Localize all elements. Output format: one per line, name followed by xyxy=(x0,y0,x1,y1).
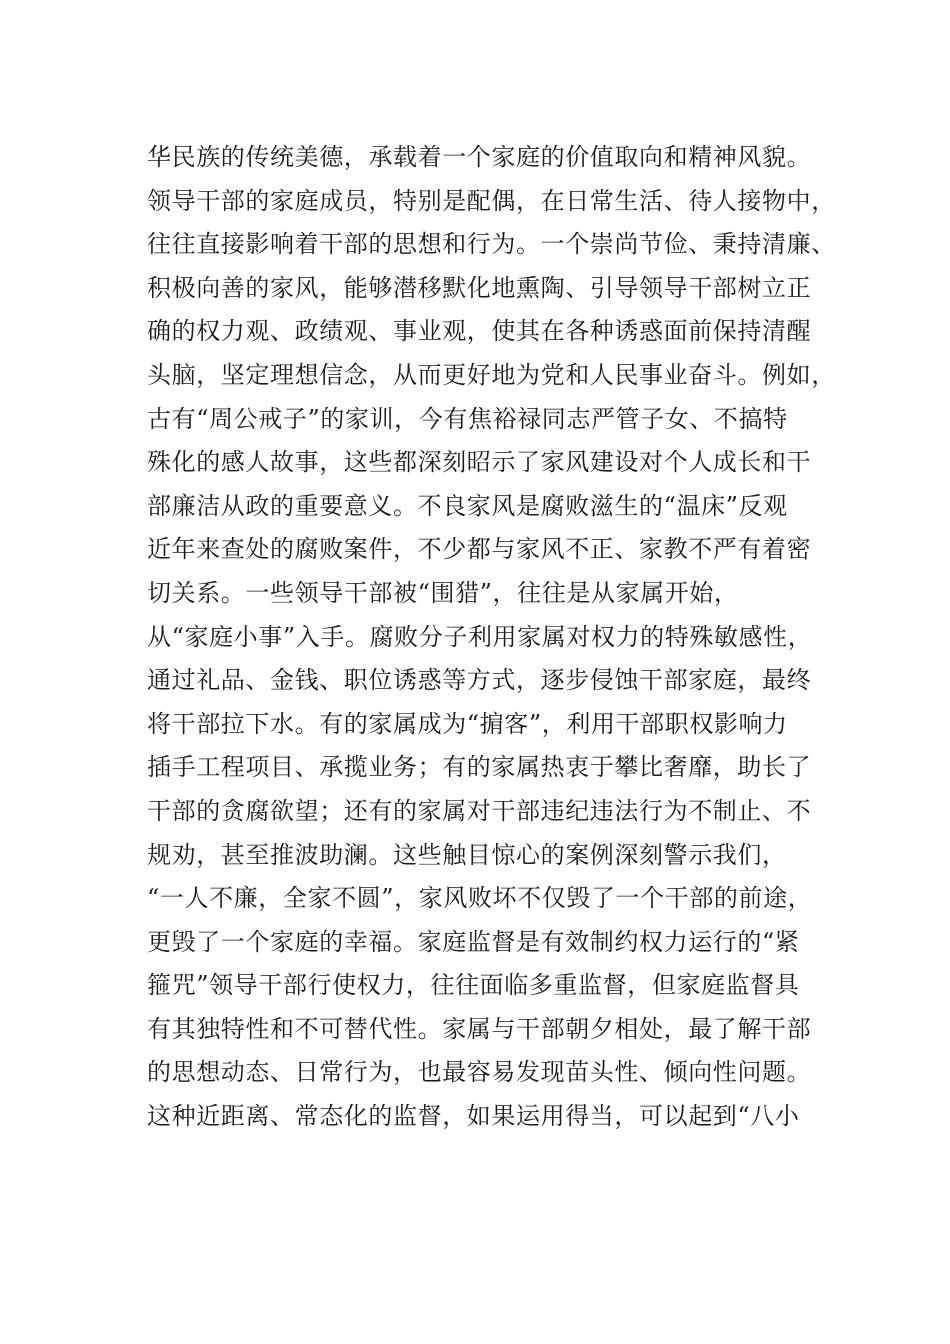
text-line: 箍咒”领导干部行使权力，往往面临多重监督，但家庭监督具 xyxy=(147,971,800,1000)
text-line: 近年来查处的腐败案件，不少都与家风不正、家教不严有着密 xyxy=(147,535,812,564)
text-line: 确的权力观、政绩观、事业观，使其在各种诱惑面前保持清醒 xyxy=(147,317,812,346)
text-line: 部廉洁从政的重要意义。不良家风是腐败滋生的“温床”反观 xyxy=(147,491,788,520)
text-line: 通过礼品、金钱、职位诱惑等方式，逐步侵蚀干部家庭，最终 xyxy=(147,666,812,695)
text-line: 干部的贪腐欲望；还有的家属对干部违纪违法行为不制止、不 xyxy=(147,796,812,825)
text-line: 从“家庭小事”入手。腐败分子利用家属对权力的特殊敏感性， xyxy=(147,622,813,651)
text-line: “一人不廉，全家不圆”，家风败坏不仅毁了一个干部的前途， xyxy=(147,884,813,913)
text-line: 更毁了一个家庭的幸福。家庭监督是有效制约权力运行的“紧 xyxy=(147,927,800,956)
text-line: 积极向善的家风，能够潜移默化地熏陶、引导领导干部树立正 xyxy=(147,273,812,302)
text-line: 这种近距离、常态化的监督，如果运用得当，可以起到“八小 xyxy=(147,1102,800,1131)
text-line: 头脑，坚定理想信念，从而更好地为党和人民事业奋斗。例如， xyxy=(147,360,836,389)
text-line: 华民族的传统美德，承载着一个家庭的价值取向和精神风貌。 xyxy=(147,143,812,171)
body-text xyxy=(147,136,847,1139)
text-line: 殊化的感人故事，这些都深刻昭示了家风建设对个人成长和干 xyxy=(147,448,812,477)
text-line: 的思想动态、日常行为，也最容易发现苗头性、倾向性问题。 xyxy=(147,1058,812,1087)
text-line: 切关系。一些领导干部被“围猎”，往往是从家属开始， xyxy=(147,578,739,607)
text-line: 领导干部的家庭成员，特别是配偶，在日常生活、待人接物中， xyxy=(147,186,836,215)
text-line: 古有“周公戒子”的家训，今有焦裕禄同志严管子女、不搞特 xyxy=(147,404,788,433)
text-line: 有其独特性和不可替代性。家属与干部朝夕相处，最了解干部 xyxy=(147,1014,812,1043)
text-line: 往往直接影响着干部的思想和行为。一个崇尚节俭、秉持清廉、 xyxy=(147,230,836,259)
text-line: 将干部拉下水。有的家属成为“掮客”，利用干部职权影响力 xyxy=(147,709,788,738)
text-line: 插手工程项目、承揽业务；有的家属热衷于攀比奢靡，助长了 xyxy=(147,753,812,782)
text-line: 规劝，甚至推波助澜。这些触目惊心的案例深刻警示我们， xyxy=(147,840,787,869)
